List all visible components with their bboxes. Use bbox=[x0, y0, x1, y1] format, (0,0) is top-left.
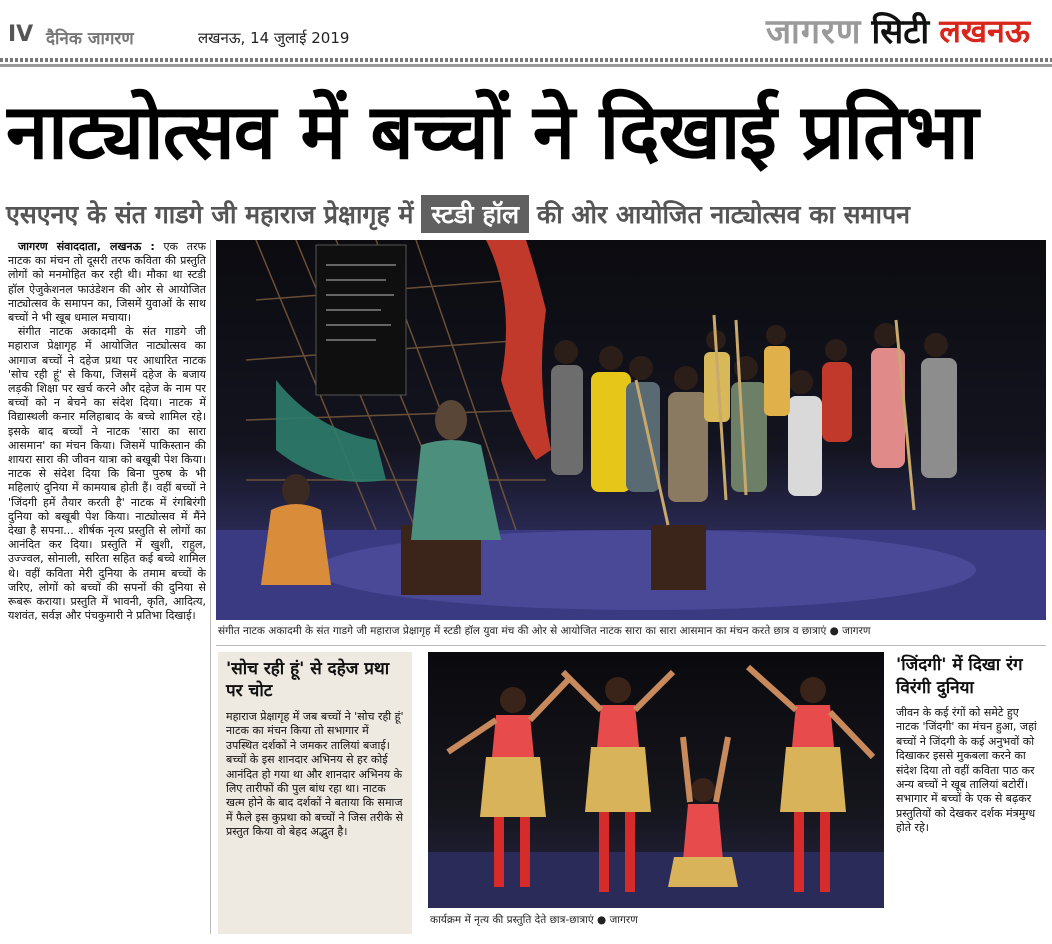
performer-sitting-body bbox=[261, 504, 331, 585]
hanging-cloth-red bbox=[486, 240, 551, 460]
article-paragraph-1 bbox=[8, 240, 206, 325]
dance-illustration bbox=[428, 652, 884, 908]
performer-woman-head bbox=[435, 400, 467, 440]
sidebar-mid-heading: 'सोच रही हूं' से दहेज प्रथा पर चोट bbox=[226, 659, 390, 701]
brand-lucknow: लखनऊ bbox=[939, 11, 1030, 50]
blackboard bbox=[316, 245, 406, 395]
performer-woman-body bbox=[411, 440, 501, 540]
headline: नाट्योत्सव में बच्चों ने दिखाई प्रतिभा bbox=[6, 87, 978, 176]
sidebar-right-body: जीवन के कई रंगों को समेटे हुए नाटक 'जिंदगी' का मंचन हुआ, जहां बच्चों ने जिंदगी के कई अनुभवों को दिखाकर इससे मुकबला करने का संदेश दिया तो वहीं कविता पाठ कर अन्य बच्चों ने खूब तालियां बटोरीं। सभागार में बच्चों के एक से बढ़कर प्रस्तुतियों को देखकर दर्शक मंत्रमुग्ध होते रहे। bbox=[896, 706, 1037, 835]
masthead-rule-dotted bbox=[0, 58, 1052, 62]
stage-play-photo bbox=[216, 240, 1046, 620]
dateline: लखनऊ, 14 जुलाई 2019 bbox=[198, 29, 350, 47]
masthead-rule bbox=[0, 64, 1052, 67]
brand-jagran: जागरण bbox=[765, 12, 862, 52]
section-brand bbox=[766, 8, 1030, 52]
section-divider bbox=[216, 645, 1046, 646]
dance-performance-photo bbox=[428, 652, 884, 908]
brand-city: सिटी bbox=[871, 12, 930, 52]
column-divider bbox=[210, 240, 211, 934]
performer-sitting-head bbox=[282, 474, 310, 506]
dancer-3 bbox=[668, 737, 738, 887]
masthead bbox=[0, 0, 1052, 62]
byline: जागरण संवाददाता, लखनऊ : bbox=[18, 240, 155, 253]
sidebar-zindagi bbox=[892, 652, 1046, 934]
article-body bbox=[8, 240, 206, 935]
photo-caption-2: कार्यक्रम में नृत्य की प्रस्तुति देते छात्र-छात्राएं ● जागरण bbox=[430, 914, 638, 926]
para1-text: एक तरफ नाटक का मंचन तो दूसरी तरफ कविता की प्रस्तुति लोगों को मनमोहित कर रही थी। मौका था स्टडी हॉल ऐजुकेशनल फाउंडेशन की ओर से आयोजित नाट्योत्सव के समापन का, जिसमें युवाओं के साथ बच्चों ने भी खूब धमाल मचाया। bbox=[8, 240, 206, 325]
sidebar-right-heading: 'जिंदगी' में दिखा रंग विरंगी दुनिया bbox=[896, 655, 1023, 698]
subhead-part-2: की ओर आयोजित नाट्योत्सव का समापन bbox=[537, 200, 911, 229]
subheadline bbox=[6, 194, 1046, 234]
article-paragraph-2: संगीत नाटक अकादमी के संत गाडगे जी महाराज प्रेक्षागृह में आयोजित नाट्योत्सव का आगाज बच्चों ने दहेज प्रथा पर आधारित नाटक 'सोच रही हूं' से किया, जिसमें दहेज के बजाय लड़की शिक्षा पर खर्च करने और दहेज के नाम पर बच्चों को न बेचने का संदेश दिया। नाटक में विद्यास्थली कनार मलिहाबाद के बच्चे शामिल रहे। इसके बाद बच्चों ने नाटक 'सारा का सारा आसमान' का मंचन किया। जिसमें पाकिस्तान की शायरा सारा की जीवन यात्रा को बखूबी पेश किया। नाटक से संदेश दिया कि बिना पुरुष के भी महिलाएं दुनिया में कामयाब होती हैं। वहीं बच्चों ने 'जिंदगी हमें तैयार करती है' नाटक में रंगबिरंगी दुनिया को बखूबी पेश किया। नाट्योत्सव में मैंने देखा है सपना... शीर्षक नृत्य प्रस्तुति से लोगों का आनंदित कर दिया। प्रस्तुति में खुशी, राहुल, उज्ज्वल, सोनाली, सरिता सहित कई बच्चे शामिल थे। वहीं कविता मेरी दुनिया के तमाम बच्चों के जरिए, लोगों को बच्चों की सपनों की दुनिया से रूबरू कराया। प्रस्तुति में भावनी, कृति, आदित्य, यशवंत, सर्वज्ञ और पंचकुमारी ने प्रतिभा दिखाई। bbox=[8, 325, 206, 623]
subhead-part-1: एसएनए के संत गाडगे जी महाराज प्रेक्षागृह में bbox=[6, 200, 414, 229]
performer-group bbox=[551, 323, 957, 502]
page-number: IV bbox=[8, 22, 34, 47]
subhead-highlight: स्टडी हॉल bbox=[421, 195, 529, 233]
stage-play-illustration bbox=[216, 240, 1046, 620]
sidebar-soch-rahi-hoon bbox=[218, 652, 412, 934]
stage-box-right bbox=[651, 525, 706, 590]
sidebar-mid-body: महाराज प्रेक्षागृह में जब बच्चों ने 'सोच रही हूं' नाटक का मंचन किया तो सभागार में उपस्थित दर्शकों ने जमकर तालियां बजाई। बच्चों के इस शानदार अभिनय से हर कोई आनंदित हो गया था और शानदार अभिनय के लिए तारीफों की पुल बांध रहा था। नाटक खत्म होने के बाद दर्शकों ने बताया कि समाज में फैले इस कुप्रथा को बच्चों ने जिस तरीके से प्रस्तुत किया वो बेहद अद्भुत है। bbox=[226, 710, 404, 839]
paper-name: दैनिक जागरण bbox=[46, 29, 134, 49]
photo-caption-1: संगीत नाटक अकादमी के संत गाडगे जी महाराज प्रेक्षागृह में स्टडी हॉल युवा मंच की ओर से आयोजित नाटक सारा का सारा आसमान का मंचन करते छात्र व छात्राएं ● जागरण bbox=[218, 625, 871, 637]
